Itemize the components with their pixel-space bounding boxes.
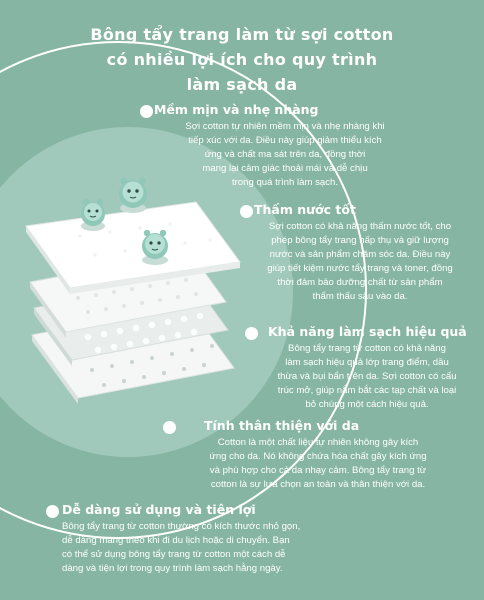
- section-line: Bông tẩy trang từ cotton có khả năng: [288, 343, 446, 354]
- cotton-mascot-right: [142, 230, 168, 265]
- section-line: Sợi cotton tự nhiên mềm mịn và nhẹ nhàng khi: [185, 121, 385, 132]
- page-title: [0, 22, 484, 97]
- section-heading: Dễ dàng sử dụng và tiện lợi: [62, 502, 256, 517]
- section-line: cotton là sự lựa chọn an toàn và thân thiện với da.: [210, 479, 426, 490]
- section-line: thừa và bụi bẩn trên da. Sợi cotton có cấu: [277, 371, 457, 382]
- section-line: tiếp xúc với da. Điều này giúp giảm thiểu kích: [188, 135, 382, 146]
- bullet-dot: [245, 327, 258, 340]
- section-line: dàng và tiện lợi trong quy trình làm sạch hằng ngày.: [62, 563, 283, 574]
- bullet-dot: [163, 421, 176, 434]
- section-line: giúp tiết kiệm nước tẩy trang và toner, đồng: [267, 263, 453, 274]
- section-line: Cotton là một chất liệu tự nhiên không gây kích: [217, 437, 419, 448]
- section-line: bỏ chúng một cách hiệu quả.: [305, 399, 429, 410]
- section-line: nước và sản phẩm chăm sóc da. Điều này: [269, 249, 451, 260]
- bullet-dot: [240, 205, 253, 218]
- section-heading: Thấm nước tốt: [254, 202, 356, 217]
- section-line: ứng cho da. Nó không chứa hóa chất gây kích ứng: [209, 451, 427, 462]
- section-line: phép bông tẩy trang hấp thụ và giữ lượng: [271, 235, 449, 246]
- section-line: và phù hợp cho cả da nhạy cảm. Bông tẩy trang từ: [209, 465, 427, 476]
- bullet-dot: [46, 505, 59, 518]
- section-line: Bông tẩy trang từ cotton thường có kích thước nhỏ gọn,: [62, 521, 301, 532]
- section-heading: Khả năng làm sạch hiệu quả: [268, 324, 467, 339]
- bullet-dot: [140, 105, 153, 118]
- section-line: có thể sử dụng bông tẩy trang từ cotton một cách dễ: [62, 549, 286, 560]
- section-line: thẩm thấu sâu vào da.: [312, 291, 408, 302]
- section-line: trong quá trình làm sạch.: [231, 177, 339, 188]
- section-heading: Mềm mịn và nhẹ nhàng: [154, 102, 319, 117]
- section-cleaning: [254, 324, 480, 412]
- section-soft: [150, 102, 450, 190]
- section-line: Sợi cotton có khả năng thấm nước tốt, cho: [268, 221, 452, 232]
- section-heading: Tính thân thiện với da: [204, 418, 360, 433]
- cotton-mascot-left: [81, 199, 105, 231]
- section-skin-friendly: [168, 418, 468, 492]
- title-line-1: Bông tẩy trang làm từ sợi cotton: [90, 25, 394, 44]
- section-line: trúc mở, giúp nắm bắt các tạp chất và loại: [277, 385, 457, 396]
- section-absorbent: [248, 202, 478, 304]
- section-line: dễ dàng mang theo khi đi du lịch hoặc di chuyển. Bạn: [62, 535, 290, 546]
- section-line: ứng và chất ma sát trên da, đồng thời: [204, 149, 366, 160]
- title-line-2: có nhiều lợi ích cho quy trình: [106, 50, 378, 69]
- title-line-3: làm sạch da: [186, 75, 298, 94]
- section-convenient: [58, 502, 358, 576]
- section-line: làm sạch hiệu quả lớp trang điểm, dầu: [285, 357, 449, 368]
- section-line: thời đảm bảo dưỡng chất từ sản phẩm: [277, 277, 443, 288]
- section-line: mang lại cảm giác thoải mái và dễ chịu: [202, 163, 368, 174]
- cotton-mascot-top: [119, 178, 147, 214]
